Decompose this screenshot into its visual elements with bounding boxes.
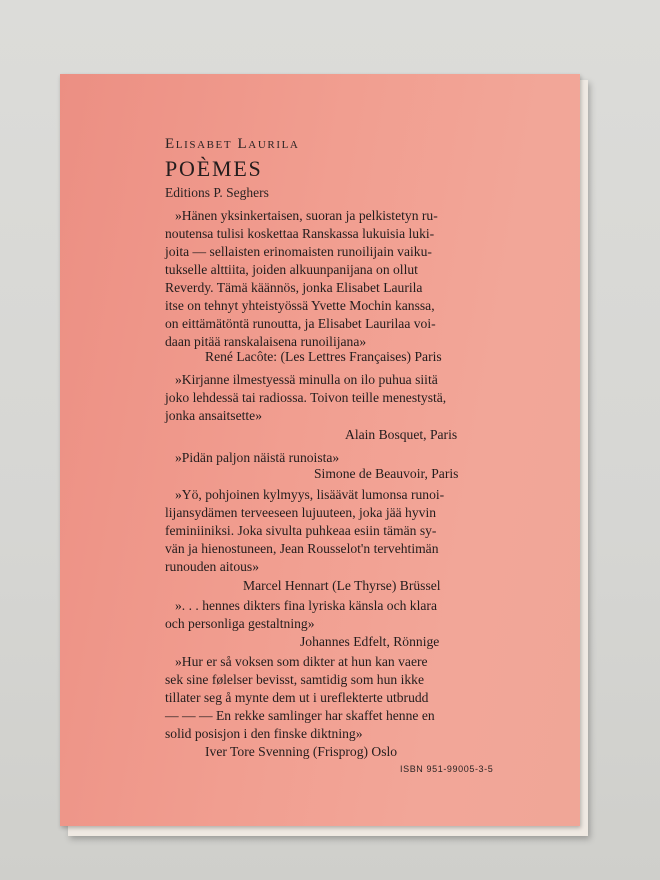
quote-5-line-2: och personliga gestaltning»: [165, 616, 315, 631]
quote-1-attribution: René Lacôte: (Les Lettres Françaises) Paris: [205, 349, 442, 364]
quote-1-line-3: joita — sellaisten erinomaisten runoilijain vaiku-: [165, 244, 432, 259]
quote-1-line-7: on eittämätöntä runoutta, ja Elisabet Laurilaa voi-: [165, 316, 436, 331]
quote-3-attribution: Simone de Beauvoir, Paris: [314, 466, 459, 481]
quote-4-line-3: feminiiniksi. Joka sivulta puhkeaa esiin tämän sy-: [165, 523, 437, 538]
author-name: Elisabet Laurila: [165, 136, 300, 152]
quote-4-line-4: vän ja hienostuneen, Jean Rousselot'n tervehtimän: [165, 541, 439, 556]
quote-1-line-8: daan pitää ranskalaisena runoilijana»: [165, 334, 367, 349]
isbn-number: ISBN 951-99005-3-5: [400, 764, 494, 774]
quote-6-line-3: tillater seg å mynte dem ut i ureflekterte utbrudd: [165, 690, 429, 705]
quote-2-attribution: Alain Bosquet, Paris: [345, 427, 458, 442]
quote-5-attribution: Johannes Edfelt, Rönnige: [300, 634, 440, 649]
quote-4-line-2: lijansydämen terveeseen lujuuteen, joka jää hyvin: [165, 505, 437, 520]
quote-3-line-1: »Pidän paljon näistä runoista»: [175, 450, 340, 465]
quote-1-line-1: »Hänen yksinkertaisen, suoran ja pelkistetyn ru-: [175, 208, 438, 223]
quote-4-attribution: Marcel Hennart (Le Thyrse) Brüssel: [243, 578, 441, 593]
quote-6-line-5: solid posisjon i den finske diktning»: [165, 726, 363, 741]
quote-2-line-1: »Kirjanne ilmestyessä minulla on ilo puhua siitä: [175, 372, 438, 387]
quote-4-line-1: »Yö, pohjoinen kylmyys, lisäävät lumonsa runoi-: [175, 487, 445, 502]
quote-1-line-6: itse on tehnyt yhteistyössä Yvette Mochin kanssa,: [165, 298, 435, 313]
quote-4-line-5: runouden aitous»: [165, 559, 260, 574]
quote-2-line-3: jonka ansaitsette»: [165, 408, 263, 423]
quote-6-attribution: Iver Tore Svenning (Frisprog) Oslo: [205, 744, 398, 759]
quote-1-line-2: noutensa tulisi koskettaa Ranskassa lukuisia luki-: [165, 226, 435, 241]
publisher-name: Editions P. Seghers: [165, 185, 269, 200]
quote-6-line-1: »Hur er så voksen som dikter at hun kan vaere: [175, 654, 428, 669]
quote-6-line-2: sek sine følelser bevisst, samtidig som hun ikke: [165, 672, 425, 687]
quote-1-line-5: Reverdy. Tämä käännös, jonka Elisabet Laurila: [165, 280, 423, 295]
quote-5-line-1: ». . . hennes dikters fina lyriska känsla och klara: [175, 598, 437, 613]
book-title: POÈMES: [165, 156, 263, 181]
quote-2-line-2: joko lehdessä tai radiossa. Toivon teille menestystä,: [165, 390, 447, 405]
quote-6-line-4: — — — En rekke samlinger har skaffet henne en: [165, 708, 435, 723]
quote-1-line-4: tukselle alttiita, joiden alkuunpanijana on ollut: [165, 262, 418, 277]
